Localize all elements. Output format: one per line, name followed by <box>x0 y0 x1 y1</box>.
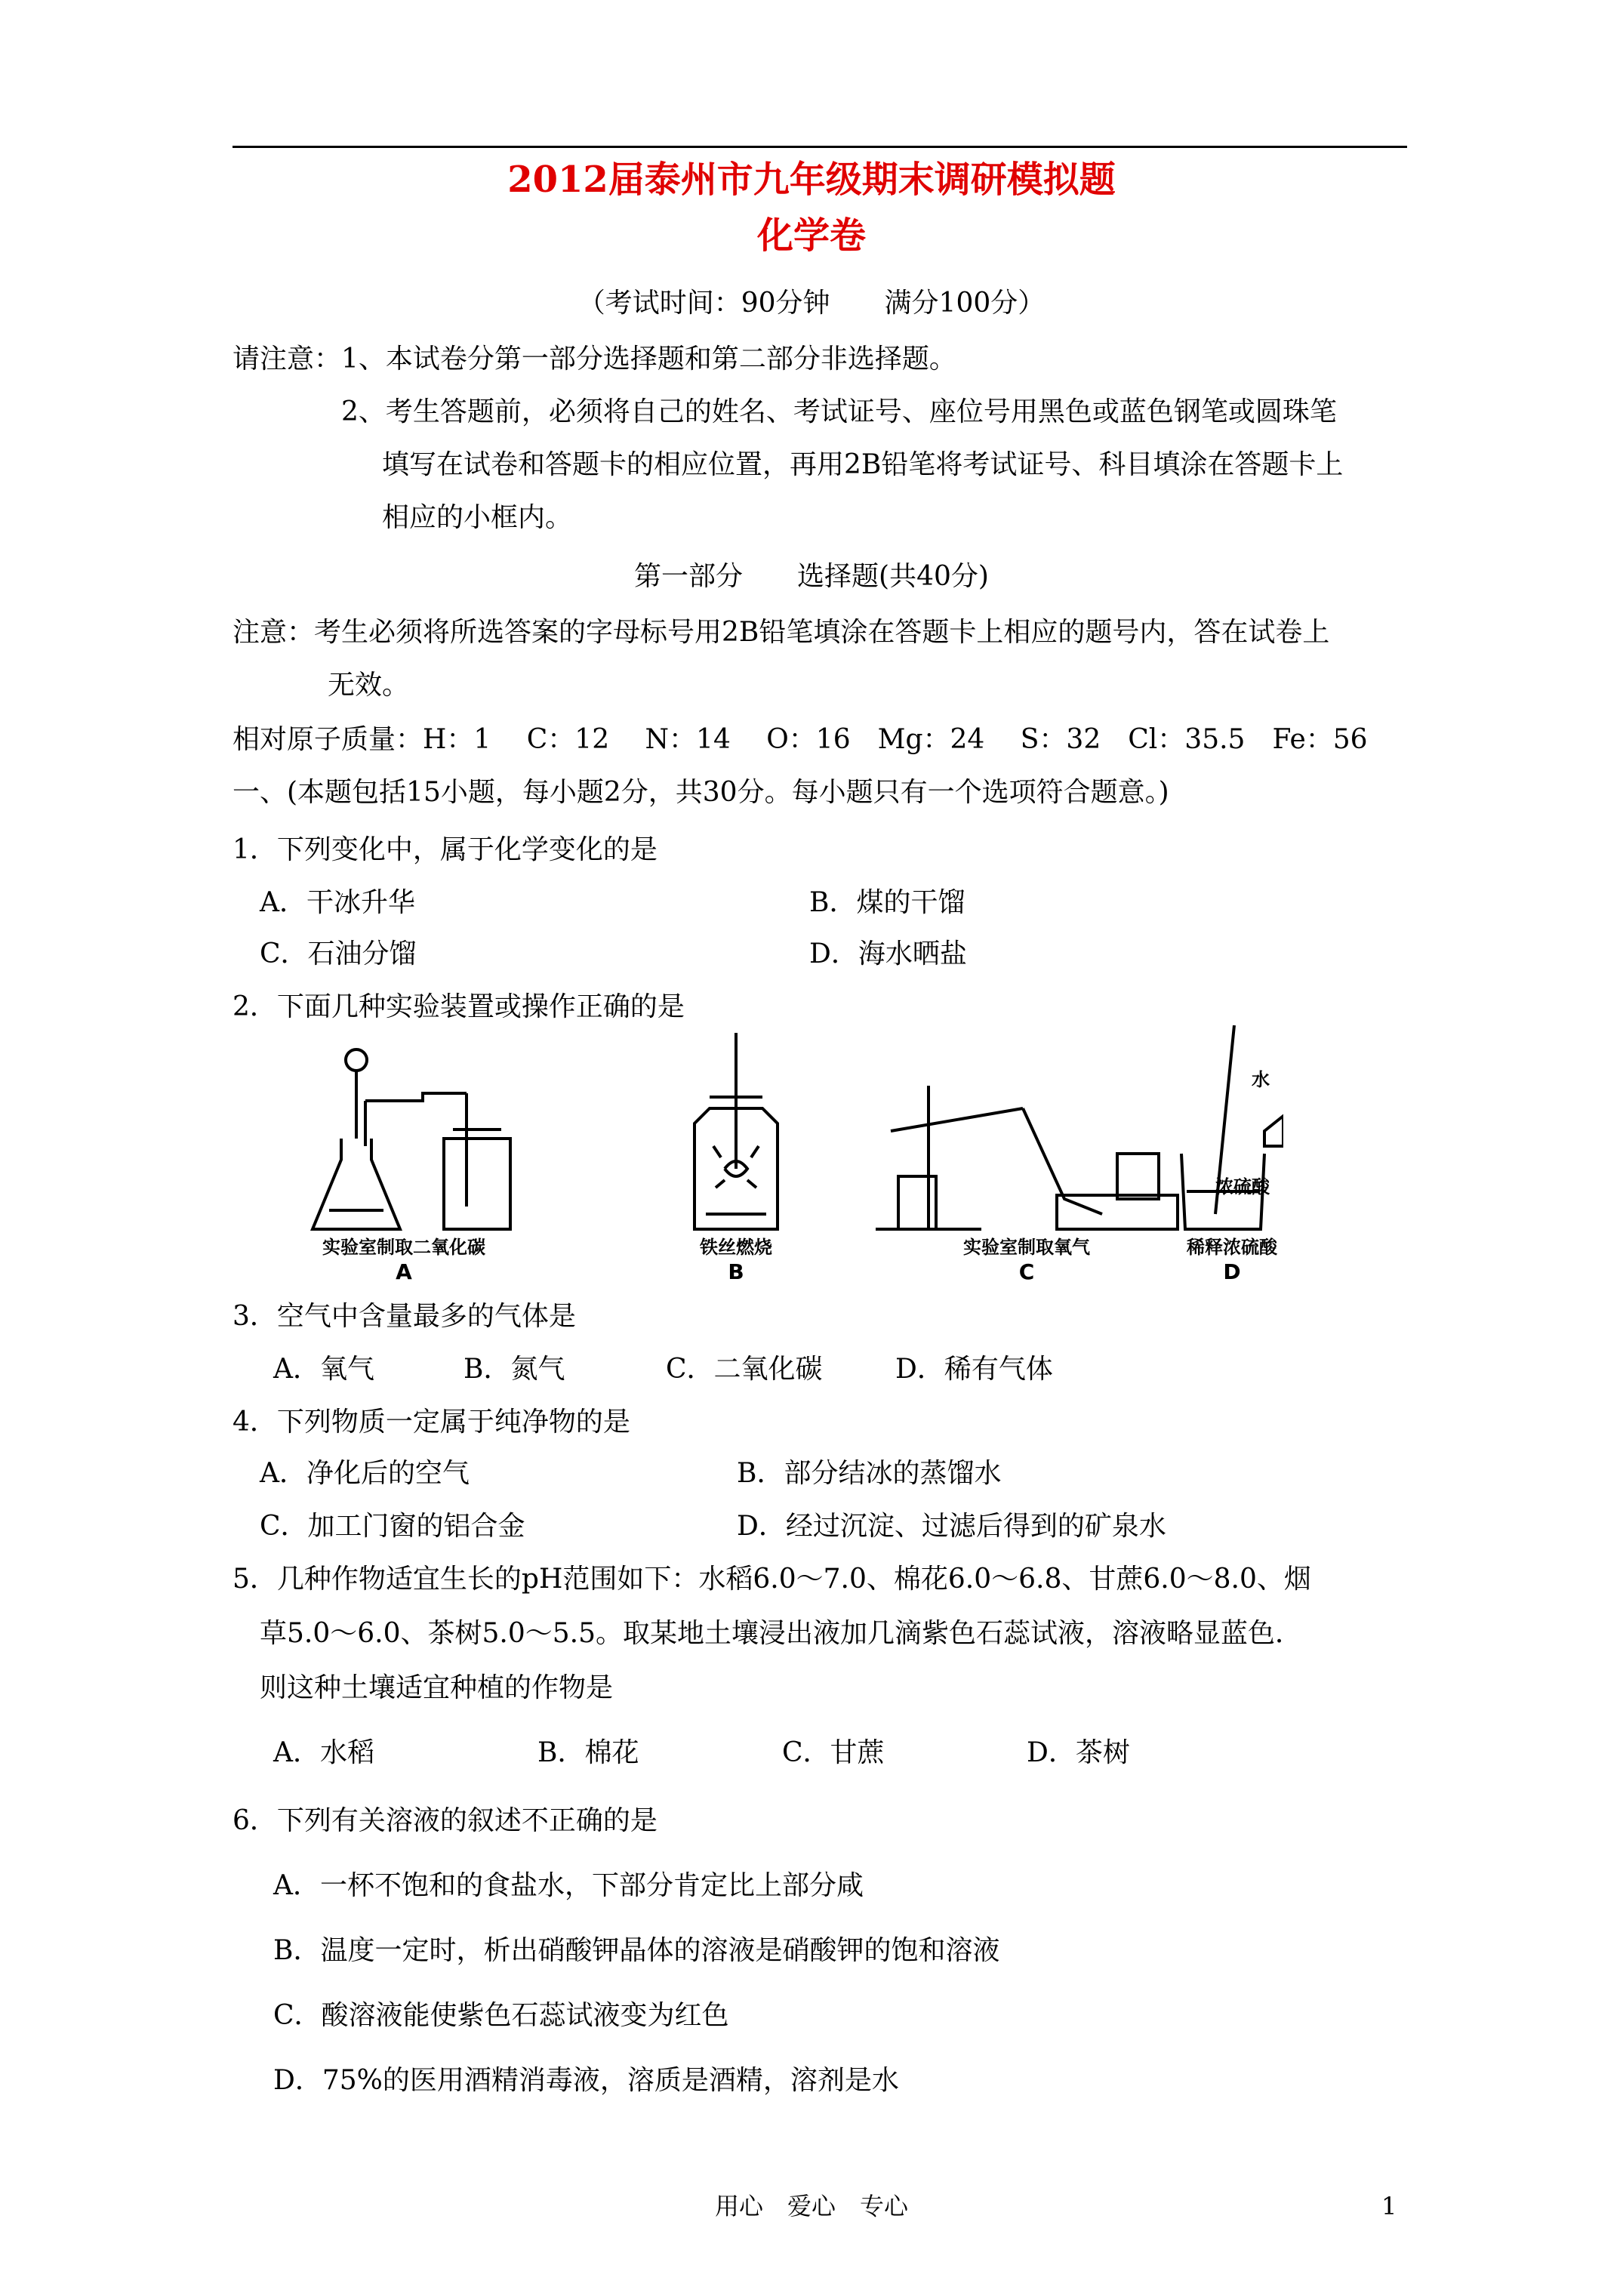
caption-d: 稀释浓硫酸 <box>1187 1237 1277 1258</box>
part1-note-line-2: 无效。 <box>328 670 410 701</box>
question-3-stem: 3．空气中含量最多的气体是 <box>233 1301 576 1332</box>
question-5-option-b: B．棉花 <box>537 1737 639 1768</box>
question-6-stem: 6．下列有关溶液的叙述不正确的是 <box>233 1805 658 1836</box>
question-1-option-d: D．海水晒盐 <box>809 938 967 969</box>
exam-info: （考试时间：90分钟 满分100分） <box>577 288 1046 319</box>
question-4-option-a: A．净化后的空气 <box>260 1458 470 1489</box>
question-1-option-c: C．石油分馏 <box>260 938 417 969</box>
atomic-masses: 相对原子质量：H：1 C：12 N：14 O：16 Mg：24 S：32 Cl：35.5 Fe：56 <box>233 724 1368 755</box>
question-4-stem: 4．下列物质一定属于纯净物的是 <box>233 1407 630 1438</box>
apparatus-a-icon <box>313 1049 510 1229</box>
notice-line-1 <box>233 341 956 378</box>
caption-a: 实验室制取二氧化碳 <box>322 1237 485 1258</box>
question-6-option-a: A．一杯不饱和的食盐水，下部分肯定比上部分咸 <box>273 1870 864 1901</box>
question-1-option-b: B．煤的干馏 <box>809 887 965 918</box>
notice-item-2-line-1: 2、考生答题前，必须将自己的姓名、考试证号、座位号用黑色或蓝色钢笔或圆珠笔 <box>341 396 1337 427</box>
letter-c: C <box>1018 1259 1035 1282</box>
letter-d: D <box>1223 1259 1241 1282</box>
question-2-stem: 2．下面几种实验装置或操作正确的是 <box>233 991 685 1022</box>
caption-b: 铁丝燃烧 <box>700 1237 772 1258</box>
question-3-option-d: D．稀有气体 <box>895 1354 1053 1385</box>
question-3-option-c: C．二氧化碳 <box>666 1354 823 1385</box>
label-water: 水 <box>1252 1069 1270 1090</box>
part1-heading: 第一部分 选择题(共40分) <box>634 561 989 592</box>
question-4-option-d: D．经过沉淀、过滤后得到的矿泉水 <box>737 1511 1166 1542</box>
question-5-stem-line-1: 5．几种作物适宜生长的pH范围如下：水稻6.0～7.0、棉花6.0～6.8、甘蔗6.0～8.0、烟 <box>233 1564 1311 1595</box>
letter-b: B <box>728 1259 744 1282</box>
caption-c: 实验室制取氧气 <box>963 1237 1090 1258</box>
question-6-option-c: C．酸溶液能使紫色石蕊试液变为红色 <box>273 2000 729 2031</box>
document-title: 2012届泰州市九年级期末调研模拟题 <box>507 159 1116 201</box>
question-4-option-b: B．部分结冰的蒸馏水 <box>737 1458 1002 1489</box>
question-4-option-c: C．加工门窗的铝合金 <box>260 1511 525 1542</box>
question-5-option-c: C．甘蔗 <box>782 1737 885 1768</box>
header-rule <box>233 146 1407 148</box>
lab-apparatus-drawing <box>302 1025 1283 1282</box>
lab-apparatus-figure <box>302 1025 1283 1282</box>
question-5-option-a: A．水稻 <box>273 1737 374 1768</box>
notice-item-2-line-2: 填写在试卷和答题卡的相应位置，再用2B铅笔将考试证号、科目填涂在答题卡上 <box>382 449 1344 480</box>
document-subtitle: 化学卷 <box>756 214 866 257</box>
question-6-option-b: B．温度一定时，析出硝酸钾晶体的溶液是硝酸钾的饱和溶液 <box>273 1935 1000 1966</box>
label-acid: 浓硫酸 <box>1215 1176 1270 1197</box>
apparatus-d-icon <box>1181 1025 1283 1229</box>
notice-item-1: 1、本试卷分第一部分选择题和第二部分非选择题。 <box>341 344 956 374</box>
question-1-option-a: A．干冰升华 <box>260 887 415 918</box>
part1-note-line-1: 注意：考生必须将所选答案的字母标号用2B铅笔填涂在答题卡上相应的题号内，答在试卷上 <box>233 617 1330 648</box>
notice-item-2-line-3: 相应的小框内。 <box>382 502 573 533</box>
apparatus-b-icon <box>694 1033 778 1229</box>
question-5-stem-line-3: 则这种土壤适宜种植的作物是 <box>260 1672 614 1703</box>
question-6-option-d: D．75%的医用酒精消毒液，溶质是酒精，溶剂是水 <box>273 2065 899 2096</box>
apparatus-c-icon <box>876 1086 1178 1229</box>
question-3-option-a: A．氧气 <box>273 1354 374 1385</box>
question-5-option-d: D．茶树 <box>1027 1737 1130 1768</box>
letter-a: A <box>396 1259 412 1282</box>
question-5-stem-line-2: 草5.0～6.0、茶树5.0～5.5。取某地土壤浸出液加几滴紫色石蕊试液，溶液略显蓝色． <box>260 1618 1303 1649</box>
question-3-option-b: B．氮气 <box>463 1354 565 1385</box>
section-heading: 一、(本题包括15小题，每小题2分，共30分。每小题只有一个选项符合题意。) <box>233 777 1169 808</box>
footer-slogan: 用心 爱心 专心 <box>714 2192 908 2220</box>
question-1-stem: 1．下列变化中，属于化学变化的是 <box>233 834 658 865</box>
notice-label: 请注意： <box>233 344 342 374</box>
page-number: 1 <box>1381 2192 1397 2220</box>
